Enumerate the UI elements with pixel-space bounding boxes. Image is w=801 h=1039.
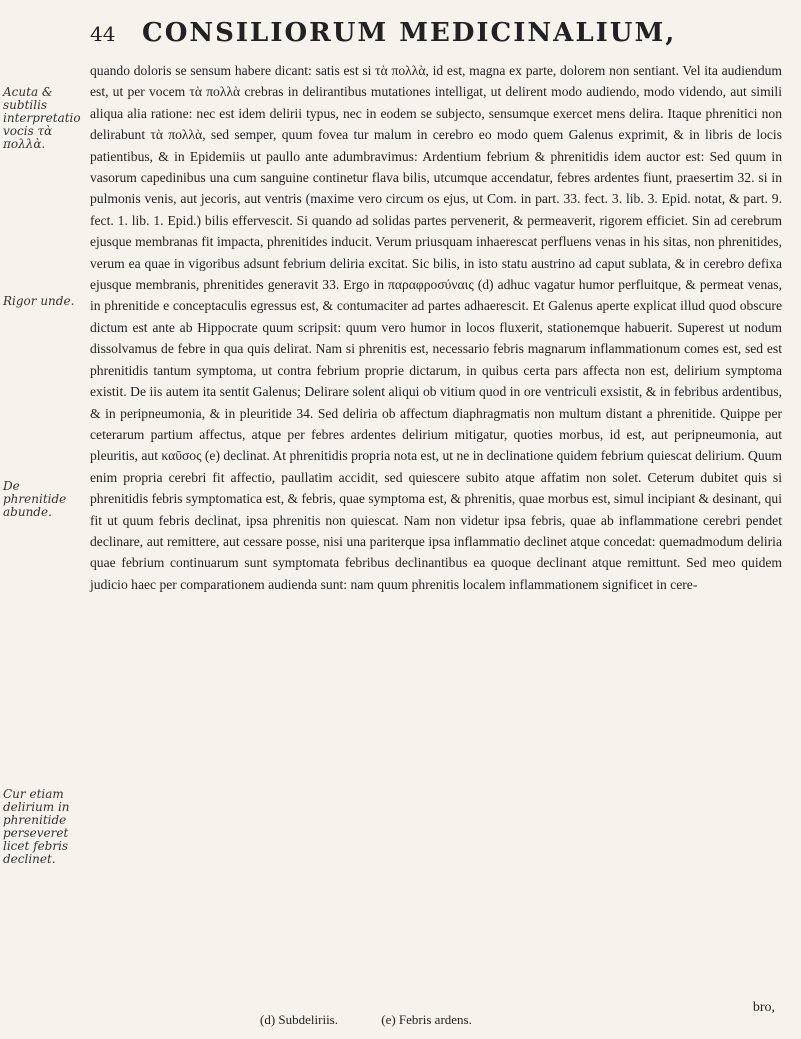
- catchword: bro,: [752, 1000, 775, 1015]
- page-number: 44: [90, 22, 116, 46]
- margin-note-3: De phrenitide abunde.: [3, 479, 67, 519]
- footnotes: [260, 1012, 700, 1028]
- margin-note-1: Acuta & subtilis interpretatio vocis τὰ πολλὰ.: [3, 85, 81, 151]
- margin-note-4: Cur etiam delirium in phrenitide perseveret licet febris declinet.: [3, 787, 70, 866]
- running-head: CONSILIORUM MEDICINALIUM,: [142, 18, 677, 48]
- main-text: [90, 60, 782, 595]
- footnote-d: (d) Subdeliriis.: [260, 1012, 338, 1027]
- paragraph: quando doloris se sensum habere dicant: satis est si τὰ πολλὰ, id est, magna ex parte, dolorem non sentiant. Vel ita audiendum est, ut per vocem τὰ πολλὰ crebras in delirantibus mutationes intelligat, ut delirent modo audiendo, modo videndo, aut simili aliqua alia ratione: nec est idem delirii typus, nec in eodem se subjecto, sensumque exercet mens delira. Itaque phrenitici non delirabunt τὰ πολλὰ, sed semper, quum fovea tur malum in cerebro eo modo quem Galenus exprimit, & in libris de locis patientibus, & in Epidemiis ut paullo ante adumbravimus: Ardentium febrium & phrenitidis idem auctor est: Sed quum in vasorum capedinibus una cum sanguine continetur flava bilis, utcumque accendatur, febres ardentes fiunt, praesertim 32. si in pulmonis venis, aut jecoris, aut ventris (maxime vero circum os ejus, ut Com. in part. 33. fect. 3. lib. 3. Epid. notat, & part. 9. fect. 1. lib. 1. Epid.) bilis effervescit. Si quando ad solidas partes pervenerit, & permeaverit, rigorem efficiet. Sin ad cerebrum ejusque membranas fit impacta, phrenitides inducit. Verum priusquam inhaerescat perfluens venas in his sitas, non phrenitides, verum ea quae in vigoribus adsunt febrium deliria excitat. Sic bilis, in isto statu austrino ad caput sublata, & in cerebro defixa ejusque membranis, phrenitides generavit 33. Ergo in παραφροσύναις (d) adhuc vagatur humor perfluitque, & permeat venas, in phrenitide e conceptaculis egressus est, & contumaciter ad partes adhaerescit. Et Galenus aperte explicat illud quod obscure dictum est ante ab Hippocrate quum scripsit: quum vero humor in locos fluxerit, stationemque habuerit. Superest ut nodum dissolvamus de febre in qua quis delirat. Nam si phrenitis est, necessario febris magnarum inflammationum comes est, sed est phrenitidis tantum symptoma, ut contra febrium proprie dictarum, in quibus certa pars affecta non est, delirium symptoma existit. De iis autem ita sentit Galenus; Delirare solent aliqui ob vitium quod in ore ventriculi exsistit, & in febribus ardentibus, & in peripneumonia, & in pleuritide 34. Sed deliria ob affectum diaphragmatis non multum distant a phrenitide. Quippe per ceterarum partium affectus, atque per febres ardentes delirium mitigatur, quoties morbus, id est, aut peripneumonia, aut pleuritis, aut καῦσος (e) declinat. At phrenitidis propria nota est, ut ne in declinatione quidem febrium quiescat delirium. Quum enim propria cerebri fit affectio, paullatim accidit, sed quiescere subito atque affatim non solet. Ceterum dubitet quis si phrenitidis febris symptomatica est, & febris, quae symptoma est, & phrenitis, quae morbus est, simul incipiant & desinant, qui fit ut quum febris declinat, ipsa phrenitis non quiescat. Nam non videtur ipsa febris, quae ab inflammatione cerebri pendet declinare, aut remittere, aut cessare posse, nisi una pariterque ipsa inflammatio declinet atque concedat: quemadmodum deliria quae febrium continuarum sunt symptomata febribus declinantibus ea quoque declinant atque remittunt. Sed meo quidem judicio haec per comparationem audienda sunt: nam quum phrenitis localem inflammationem significet in cere-: [90, 63, 782, 592]
- margin-note-2: Rigor unde.: [3, 294, 75, 308]
- footnote-e: (e) Febris ardens.: [381, 1012, 472, 1027]
- page-header: [68, 18, 788, 52]
